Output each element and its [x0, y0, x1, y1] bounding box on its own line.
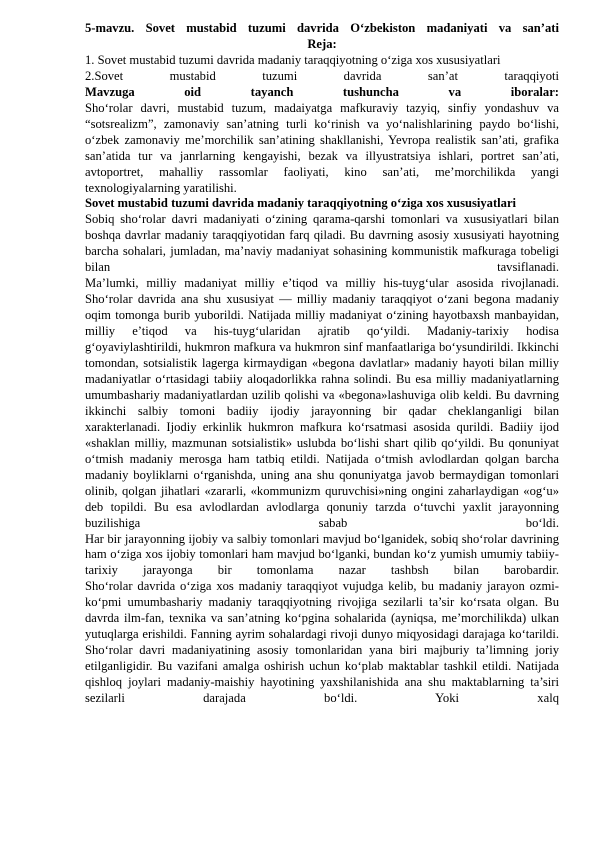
- document-title: 5-mavzu. Sovet mustabid tuzumi davrida O‘zbekiston madaniyati va san’ati: [85, 21, 559, 35]
- paragraph-3: Har bir jarayonning ijobiy va salbiy tomonlari mavjud bo‘lganidek, sobiq sho‘rolar davrining ham o‘ziga xos ijobiy tomonlari ham mavjud bo‘lganki, bundan ko‘z yumish umumiy tabiiy-tarixiy jarayonga bir tomonlama nazar tashbsh bilan barobardir.: [85, 531, 559, 578]
- plan-heading: Reja:: [307, 36, 337, 51]
- section-heading: Sovet mustabid tuzumi davrida madaniy taraqqiyotning o‘ziga xos xususiyatlari: [85, 196, 517, 211]
- plan-item-1: 1. Sovet mustabid tuzumi davrida madaniy taraqqiyotning o‘ziga xos xususiyatlari: [85, 52, 501, 67]
- plan-item-2: 2.Sovet mustabid tuzumi davrida san’at taraqqiyoti: [85, 68, 559, 83]
- paragraph-4: Sho‘rolar davrida o‘ziga xos madaniy taraqqiyot vujudga kelib, bu madaniy jarayon ozmi-ko‘pmi umumbashariy madaniy taraqqiyotning rivojiga sezilarli ta’sir ko‘rsata olgan. Bu davrda ilm-fan, texnika va san’atning ko‘pgina sohalarida (ayniqsa, me’morchilikda) ulkan yutuqlarga erishildi. Fanning ayrim sohalardagi rivoji dunyo miqyosidagi darajaga ko‘tarildi.: [85, 579, 559, 642]
- paragraph-2: Ma’lumki, milliy madaniyat milliy e’tiqod va milliy his-tuyg‘ular asosida rivojlanadi. Sho‘rolar davrida ana shu xususiyat — milliy madaniy taraqqiyot o‘zani begona madaniy oqim tomonga burib yuborildi. Natijada milliy madaniyat o‘zining hayotbaxsh manbayidan, milliy e’tiqod va his-tuyg‘ularidan ajratib qo‘yildi. Madaniy-tarixiy hodisa g‘oyaviylashtirildi, hukmron mafkura va hukmron sinf manfaatlariga bo‘ysundirildi. Ikkinchi tomondan, sotsialistik lagerga kirmaydigan «begona davlatlar» madaniy hayoti bilan milliy madaniyatlar o‘rtasidagi tabiiy aloqadorlikka rahna solindi. Bu esa milliy madaniyatlarning umumbashariy madaniyatlardan uzilib qolishi va «begona»lashuviga olib keldi. Bu davrning ikkinchi salbiy tomoni badiiy ijodiy jarayonning bir qadar cheklanganligi bilan xarakterlanadi. Ijodiy erkinlik hukmron mafkura ko‘rsatmasi asosida qurildi. Badiiy ijod «shaklan milliy, mazmunan sotsialistik» uslubda bo‘lishi shart qilib qo‘yildi. Bu qonuniyat o‘tmish madaniy merosga ham tatbiq etildi. Natijada o‘tmish avlodlardan qolgan barcha madaniy boyliklarni o‘rganishda, uning ana shu qonuniyatga javob bermaydigan tomonlari olinib, qolgan jihatlari «zararli, «kommunizm quruvchisi»ning ongini zaharlaydigan «og‘u» deb topildi. Bu esa avlodlardan avlodlarga qonuniy tarzda o‘tuvchi yaxlit jarayonning buzilishiga sabab bo‘ldi.: [85, 276, 559, 530]
- paragraph-1: Sobiq sho‘rolar davri madaniyati o‘zining qarama-qarshi tomonlari va xususiyatlari bilan boshqa davrlar madaniy taraqqiyotidan farq qiladi. Bu davrning asosiy xususiyati hayotning barcha sohalari, jumladan, ma’naviy madaniyat sohasining kommunistik mafkuraga tobeligi bilan tavsiflanadi.: [85, 212, 559, 275]
- keywords-text: Sho‘rolar davri, mustabid tuzum, madaiyatga mafkuraviy tazyiq, sinfiy yondashuv va “sotsrealizm”, zamonaviy san’atning turli ko‘rinish va yo‘nalishlarining paydo bo‘lishi, o‘zbek zamonaviy me’morchilik san’atining shakllanishi, Yevropa realistik san’ati, grafika san’atida tur va janrlarning kengayishi, bezak va illyustratsiya ishlari, portret san’ati, avtoportret, mahalliy rassomlar faoliyati, kino san’ati, me’morchilikda yangi texnologiyalarning yaratilishi.: [85, 100, 559, 195]
- paragraph-5: Sho‘rolar davri madaniyatining asosiy tomonlaridan yana biri majburiy ta’limning joriy etilganligidir. Bu vazifani amalga oshirish uchun ko‘plab maktablar tashkil etildi. Natijada qishloq joylari madaniy-maishiy hayotining yaxshilanishida ana shu maktablarning ta’siri sezilarli darajada bo‘ldi. Yoki xalq: [85, 643, 559, 706]
- keywords-heading: Mavzuga oid tayanch tushuncha va iboralar:: [85, 84, 559, 99]
